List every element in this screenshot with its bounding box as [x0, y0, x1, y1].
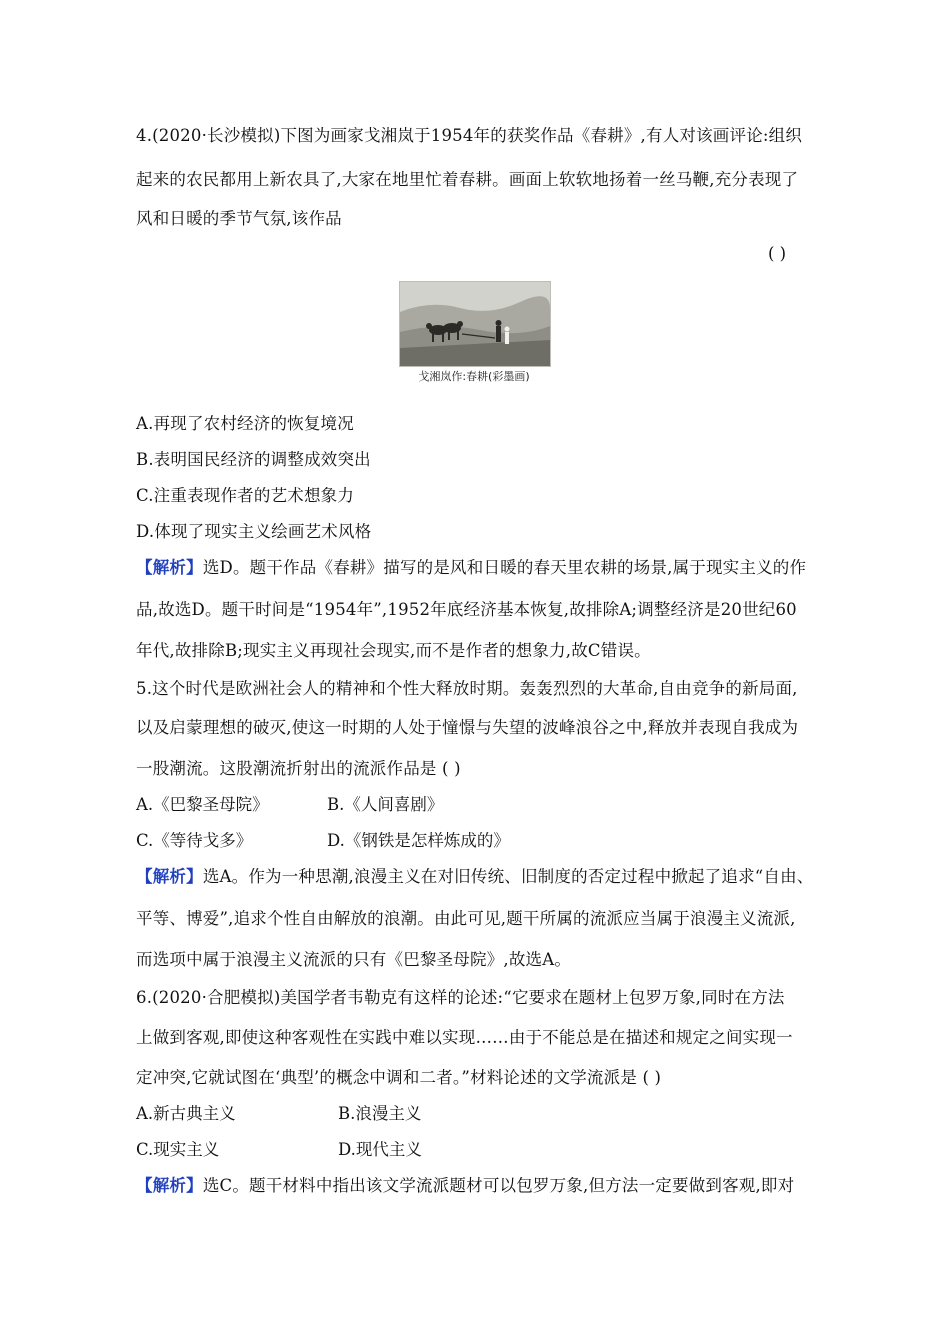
- q5-stem-line-2: 以及启蒙理想的破灭,使这一时期的人处于憧憬与失望的波峰浪谷之中,释放并表现自我成为: [136, 718, 799, 737]
- q4-stem-line-1: 4.(2020·长沙模拟)下图为画家戈湘岚于1954年的获奖作品《春耕》,有人对该画评论:组织: [136, 126, 803, 145]
- q5-analysis-line-2: 平等、博爱”,追求个性自由解放的浪潮。由此可见,题干所属的流派应当属于浪漫主义流派,: [136, 909, 796, 928]
- q6-option-a: A.新古典主义: [136, 1104, 236, 1123]
- q5-option-d: D.《钢铁是怎样炼成的》: [327, 831, 510, 850]
- q6-analysis-text-1: 选C。题干材料中指出该文学流派题材可以包罗万象,但方法一定要做到客观,即对: [202, 1176, 795, 1195]
- q4-option-a: A.再现了农村经济的恢复境况: [136, 414, 354, 433]
- q5-analysis-line-1: [136, 867, 814, 887]
- q4-stem-line-2: 起来的农民都用上新农具了,大家在地里忙着春耕。画面上软软地扬着一丝马鞭,充分表现了: [136, 170, 799, 189]
- q6-stem-line-1: 6.(2020·合肥模拟)美国学者韦勒克有这样的论述:“它要求在题材上包罗万象,同时在方法: [136, 988, 785, 1007]
- q5-option-b: B.《人间喜剧》: [327, 795, 444, 814]
- q5-analysis-line-3: 而选项中属于浪漫主义流派的只有《巴黎圣母院》,故选A。: [136, 950, 572, 969]
- q4-option-b: B.表明国民经济的调整成效突出: [136, 450, 371, 469]
- q6-stem-line-3: 定冲突,它就试图在‘典型’的概念中调和二者。”材料论述的文学流派是 ( ): [136, 1068, 662, 1087]
- q5-option-a: A.《巴黎圣母院》: [136, 795, 269, 814]
- q4-answer-paren: ( ): [768, 244, 787, 263]
- q6-analysis-line-1: [136, 1176, 794, 1196]
- q6-option-c: C.现实主义: [136, 1140, 220, 1159]
- q6-option-b: B.浪漫主义: [338, 1104, 422, 1123]
- q4-analysis-text-1: 选D。题干作品《春耕》描写的是风和日暖的春天里农耕的场景,属于现实主义的作: [202, 558, 807, 577]
- q5-stem-line-3: 一股潮流。这股潮流折射出的流派作品是 ( ): [136, 759, 461, 778]
- q5-option-c: C.《等待戈多》: [136, 831, 253, 850]
- q4-analysis-line-1: [136, 558, 806, 578]
- painting-image: [399, 281, 551, 367]
- analysis-tag: 【解析】: [136, 1176, 203, 1195]
- q4-stem-line-3: 风和日暖的季节气氛,该作品: [136, 209, 342, 228]
- q4-option-d: D.体现了现实主义绘画艺术风格: [136, 522, 372, 541]
- q5-analysis-text-1: 选A。作为一种思潮,浪漫主义在对旧传统、旧制度的否定过程中掀起了追求“自由、: [202, 867, 814, 886]
- q5-stem-line-1: 5.这个时代是欧洲社会人的精神和个性大释放时期。轰轰烈烈的大革命,自由竞争的新局面,: [136, 679, 798, 698]
- q4-analysis-line-2: 品,故选D。题干时间是“1954年”,1952年底经济基本恢复,故排除A;调整经济是20世纪60: [136, 600, 797, 619]
- q6-option-d: D.现代主义: [338, 1140, 422, 1159]
- figure-caption: 戈湘岚作:春耕(彩墨画): [418, 370, 530, 383]
- q4-analysis-line-3: 年代,故排除B;现实主义再现社会现实,而不是作者的想象力,故C错误。: [136, 641, 651, 660]
- analysis-tag: 【解析】: [136, 867, 203, 886]
- q4-option-c: C.注重表现作者的艺术想象力: [136, 486, 355, 505]
- analysis-tag: 【解析】: [136, 558, 203, 577]
- q6-stem-line-2: 上做到客观,即使这种客观性在实践中难以实现……由于不能总是在描述和规定之间实现一: [136, 1028, 793, 1047]
